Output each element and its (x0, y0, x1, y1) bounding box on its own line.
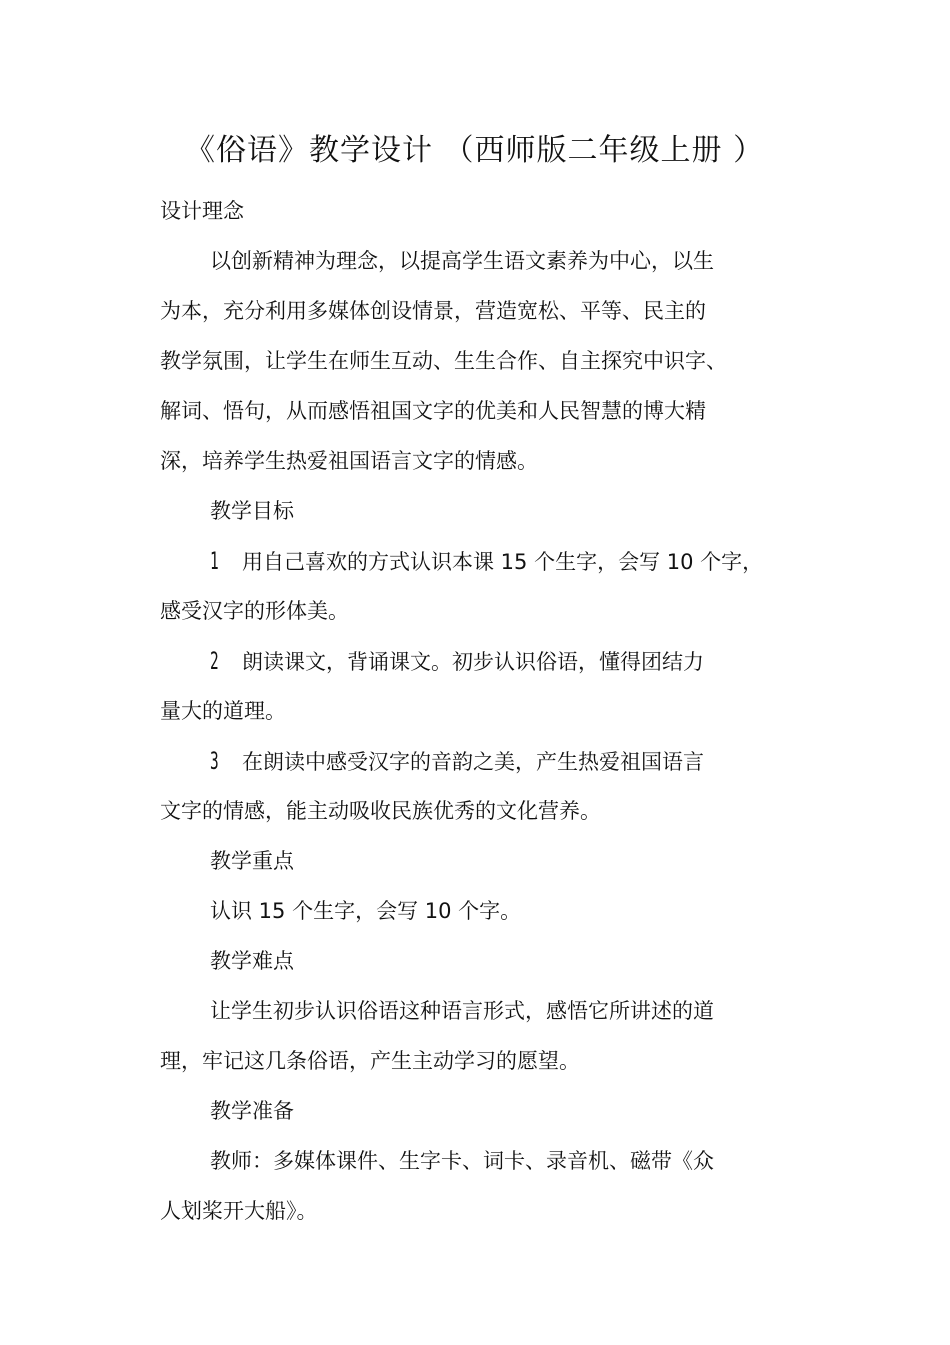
section-heading-key-points: 教学重点 (210, 849, 294, 873)
concept-line: 深，培养学生热爱祖国语言文字的情感。 (160, 449, 538, 473)
section-heading-goals: 教学目标 (210, 499, 294, 523)
difficulty-line: 理，牢记这几条俗语，产生主动学习的愿望。 (160, 1049, 580, 1073)
goal-number: 2 (210, 647, 219, 675)
section-heading-difficulties: 教学难点 (210, 949, 294, 973)
key-points-text: 认识 15 个生字，会写 10 个字。 (210, 899, 522, 923)
goal-number: 1 (210, 547, 219, 575)
difficulty-line: 让学生初步认识俗语这种语言形式，感悟它所讲述的道 (210, 999, 714, 1023)
goal-item (210, 647, 704, 676)
goal-number: 3 (210, 747, 219, 775)
goal-text-continued: 文字的情感，能主动吸收民族优秀的文化营养。 (160, 799, 601, 823)
goal-text-continued: 感受汉字的形体美。 (160, 599, 349, 623)
goal-item (210, 747, 704, 776)
goal-text-continued: 量大的道理。 (160, 699, 286, 723)
section-heading-concept: 设计理念 (160, 199, 244, 223)
goal-text: 用自己喜欢的方式认识本课 15 个生字，会写 10 个字， (242, 550, 764, 574)
section-heading-preparation: 教学准备 (210, 1099, 294, 1123)
preparation-line: 人划桨开大船》。 (160, 1199, 318, 1223)
concept-line: 教学氛围，让学生在师生互动、生生合作、自主探究中识字、 (160, 349, 727, 373)
concept-line: 以创新精神为理念，以提高学生语文素养为中心，以生 (210, 249, 714, 273)
goal-text: 朗读课文，背诵课文。初步认识俗语，懂得团结力 (242, 650, 704, 674)
goal-text: 在朗读中感受汉字的音韵之美，产生热爱祖国语言 (242, 750, 704, 774)
concept-line: 解词、悟句，从而感悟祖国文字的优美和人民智慧的博大精 (160, 399, 706, 423)
goal-item (210, 547, 763, 576)
page-title: 《俗语》教学设计 （西师版二年级上册 ） (185, 133, 765, 168)
preparation-line: 教师：多媒体课件、生字卡、词卡、录音机、磁带《众 (210, 1149, 714, 1173)
concept-line: 为本，充分利用多媒体创设情景，营造宽松、平等、民主的 (160, 299, 706, 323)
